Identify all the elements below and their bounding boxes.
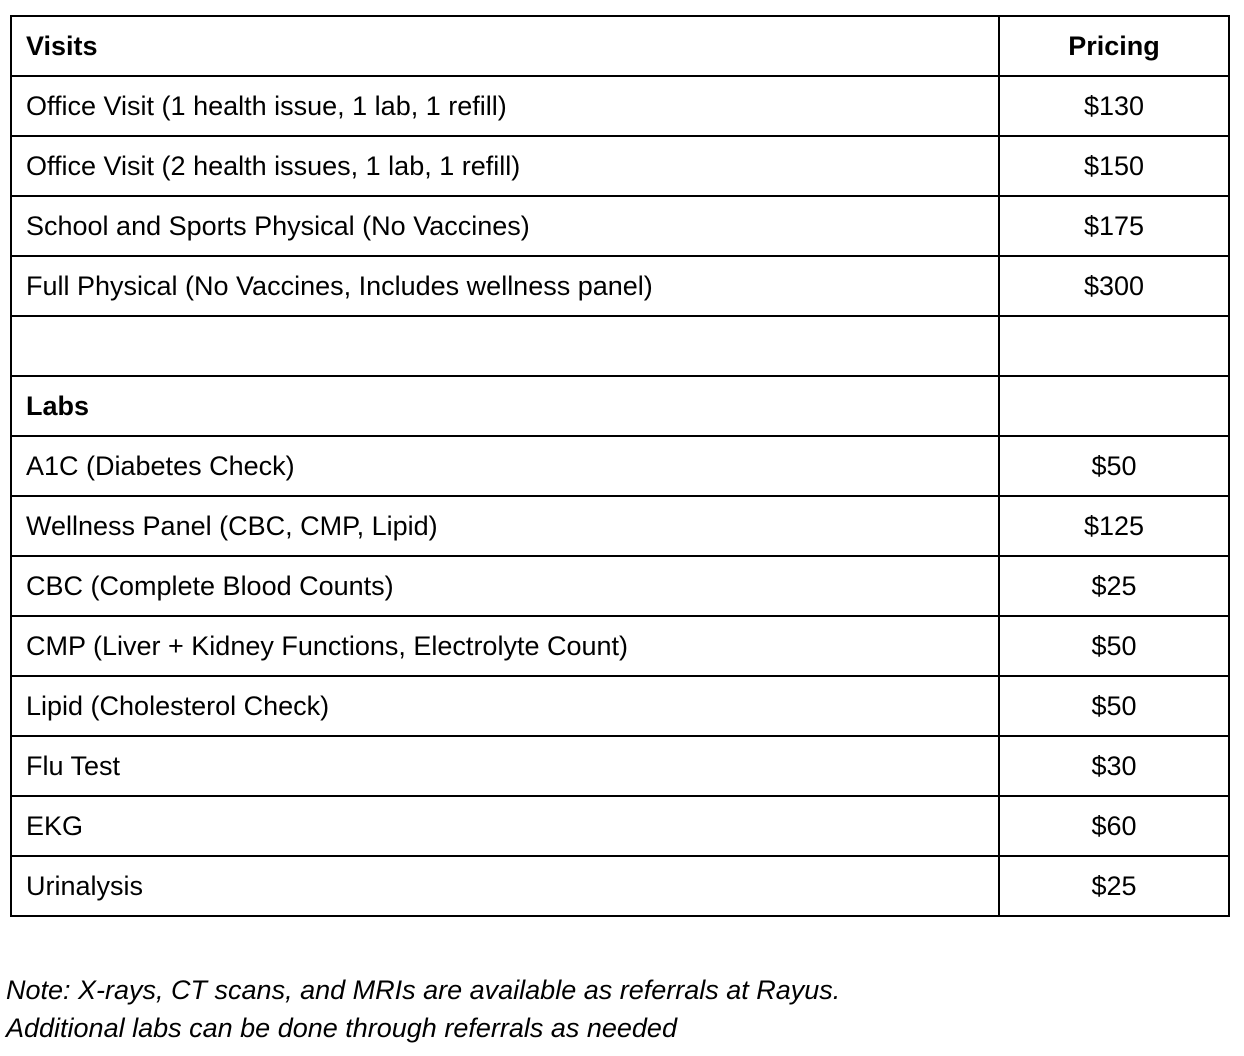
item-cell: Full Physical (No Vaccines, Includes wellness panel) [11, 256, 999, 316]
item-cell: CMP (Liver + Kidney Functions, Electrolyte Count) [11, 616, 999, 676]
price-cell: $30 [999, 736, 1229, 796]
price-cell: $25 [999, 556, 1229, 616]
empty-cell [999, 376, 1229, 436]
price-cell: $300 [999, 256, 1229, 316]
price-cell: $50 [999, 436, 1229, 496]
price-cell: $50 [999, 616, 1229, 676]
empty-spacer-row [11, 316, 1229, 376]
table-row [11, 136, 1229, 196]
table-row [11, 676, 1229, 736]
price-cell: $25 [999, 856, 1229, 916]
table-row [11, 616, 1229, 676]
item-cell: Office Visit (2 health issues, 1 lab, 1 refill) [11, 136, 999, 196]
price-cell: $175 [999, 196, 1229, 256]
price-cell: $150 [999, 136, 1229, 196]
price-cell: $130 [999, 76, 1229, 136]
table-row [11, 736, 1229, 796]
table-row [11, 856, 1229, 916]
table-row [11, 196, 1229, 256]
pricing-heading: Pricing [999, 16, 1229, 76]
item-cell: Lipid (Cholesterol Check) [11, 676, 999, 736]
table-row [11, 796, 1229, 856]
price-cell: $125 [999, 496, 1229, 556]
pricing-table [10, 15, 1230, 917]
table-row [11, 436, 1229, 496]
visits-header-row [11, 16, 1229, 76]
item-cell: Urinalysis [11, 856, 999, 916]
table-row [11, 256, 1229, 316]
item-cell: Wellness Panel (CBC, CMP, Lipid) [11, 496, 999, 556]
visits-heading: Visits [11, 16, 999, 76]
labs-heading: Labs [11, 376, 999, 436]
empty-cell [11, 316, 999, 376]
price-cell: $60 [999, 796, 1229, 856]
table-row [11, 496, 1229, 556]
item-cell: A1C (Diabetes Check) [11, 436, 999, 496]
price-cell: $50 [999, 676, 1229, 736]
table-row [11, 556, 1229, 616]
empty-cell [999, 316, 1229, 376]
item-cell: School and Sports Physical (No Vaccines) [11, 196, 999, 256]
item-cell: Flu Test [11, 736, 999, 796]
additional-labs-note: Additional labs can be done through referrals as needed [6, 1013, 677, 1043]
referral-note: Note: X-rays, CT scans, and MRIs are available as referrals at Rayus. [6, 975, 841, 1005]
table-row [11, 76, 1229, 136]
item-cell: EKG [11, 796, 999, 856]
labs-header-row [11, 376, 1229, 436]
item-cell: Office Visit (1 health issue, 1 lab, 1 refill) [11, 76, 999, 136]
item-cell: CBC (Complete Blood Counts) [11, 556, 999, 616]
